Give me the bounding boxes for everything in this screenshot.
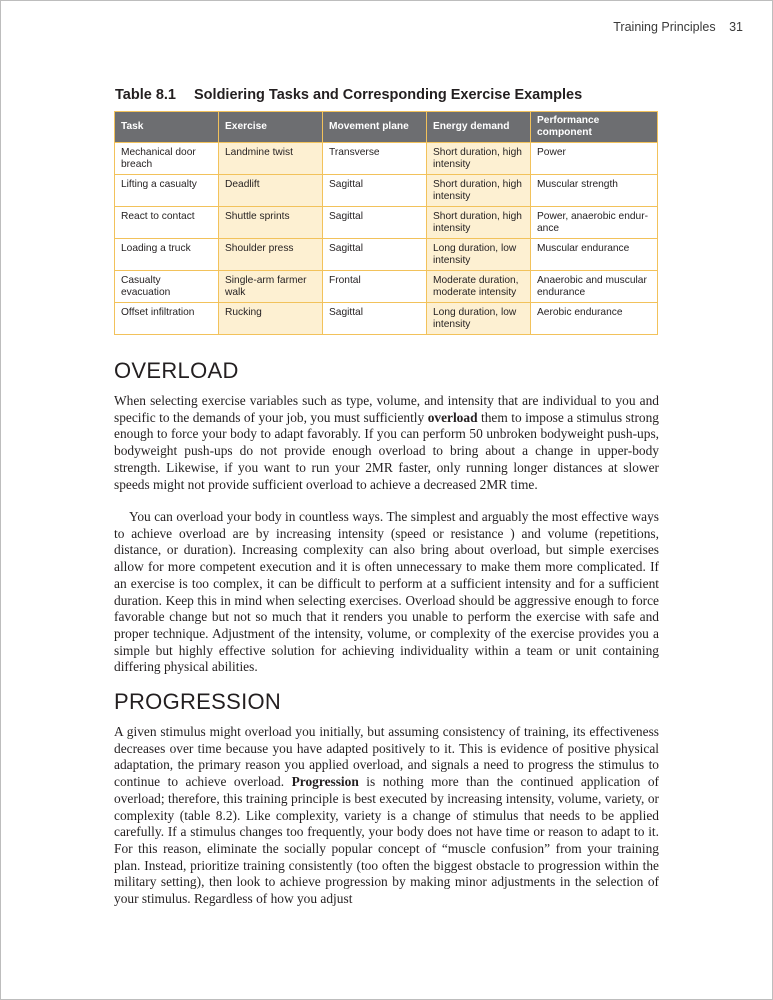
- overload-paragraph-2: You can overload your body in countless ways. The simplest and arguably the most effective ways to achieve overload are by increasing intensity (speed or resistance ) and volume (repetitions, distance, or duration). Increasing complexity can also bring about overload, but simple exercises allow for more competent execution and it is often unnecessary to make them more complicated. If an exercise is too complex, it can be difficult to perform at a sufficient intensity and for a sufficient duration. Keep this in mind when selecting exercises. Overload should be aggressive enough to force favorable change but not so much that it renders you unable to perform the exercise with safe and proper technique. Adjustment of the intensity, volume, or complexity of the exercise provides you a simple but highly effective solution for achieving individuality within a team or unit containing differing physical abilities.: [114, 509, 659, 675]
- cell-performance-component: Aerobic endurance: [531, 303, 658, 335]
- cell-energy-demand: Long duration, low intensity: [427, 303, 531, 335]
- cell-performance-component: Muscular strength: [531, 175, 658, 207]
- table-caption-number: Table 8.1: [115, 87, 176, 103]
- cell-energy-demand: Long duration, low intensity: [427, 239, 531, 271]
- cell-movement-plane: Sagittal: [323, 303, 427, 335]
- overload-term: overload: [427, 409, 478, 425]
- header-task: Task: [115, 112, 219, 143]
- cell-movement-plane: Sagittal: [323, 239, 427, 271]
- exercise-table: [114, 111, 658, 335]
- cell-performance-component: Muscular endurance: [531, 239, 658, 271]
- cell-performance-component: Power: [531, 143, 658, 175]
- cell-exercise: Deadlift: [219, 175, 323, 207]
- cell-performance-component: Power, anaerobic endur-ance: [531, 207, 658, 239]
- table-caption-title: Soldiering Tasks and Corresponding Exercise Examples: [194, 87, 583, 103]
- cell-movement-plane: Transverse: [323, 143, 427, 175]
- table-row: [115, 143, 658, 175]
- cell-movement-plane: Sagittal: [323, 175, 427, 207]
- header-exercise: Exercise: [219, 112, 323, 143]
- cell-task: Lifting a casualty: [115, 175, 219, 207]
- cell-task: React to contact: [115, 207, 219, 239]
- cell-task: Casualty evacuation: [115, 271, 219, 303]
- cell-task: Loading a truck: [115, 239, 219, 271]
- running-head: [613, 20, 743, 34]
- header-performance-component: Performance component: [531, 112, 658, 143]
- cell-exercise: Shuttle sprints: [219, 207, 323, 239]
- cell-exercise: Shoulder press: [219, 239, 323, 271]
- table-row: [115, 239, 658, 271]
- table-row: [115, 271, 658, 303]
- cell-task: Offset infiltration: [115, 303, 219, 335]
- cell-performance-component: Anaerobic and muscular endurance: [531, 271, 658, 303]
- progression-term: Progression: [291, 774, 359, 790]
- overload-p1-text-b: them to impose a stimulus strong enough to force your body to adapt favorably. If you can perform 50 unbroken bodyweight push-ups, bodyweight push-ups do not provide enough overload to bring about a change in upper-body strength. Likewise, if you want to run your 2MR faster, only running longer distances at slower speeds might not provide sufficient overload to achieve a decreased 2MR time.: [114, 409, 659, 492]
- progression-p1-text-a: A given stimulus might overload you initially, but assuming consistency of training, its effectiveness decreases over time because you have adapted positively to it. This is evidence of positive physical adaptation, the primary reason you applied overload, and signals a need to progress the stimulus to continue to achieve overload.: [114, 724, 659, 790]
- overload-p1-text-a: When selecting exercise variables such as type, volume, and intensity that are individual to you and specific to the demands of your job, you must sufficiently: [114, 393, 659, 425]
- page-number: 31: [729, 20, 743, 34]
- cell-movement-plane: Sagittal: [323, 207, 427, 239]
- cell-exercise: Single-arm farmer walk: [219, 271, 323, 303]
- cell-task: Mechanical door breach: [115, 143, 219, 175]
- cell-energy-demand: Short duration, high intensity: [427, 207, 531, 239]
- running-head-title: Training Principles: [613, 20, 716, 34]
- overload-heading: OVERLOAD: [114, 358, 239, 383]
- table-caption: [115, 87, 582, 103]
- cell-exercise: Rucking: [219, 303, 323, 335]
- progression-heading: PROGRESSION: [114, 689, 282, 714]
- cell-energy-demand: Short duration, high intensity: [427, 175, 531, 207]
- header-movement-plane: Movement plane: [323, 112, 427, 143]
- cell-exercise: Landmine twist: [219, 143, 323, 175]
- table-header-row: [115, 112, 658, 143]
- overload-paragraph-1: [114, 393, 659, 493]
- cell-movement-plane: Frontal: [323, 271, 427, 303]
- progression-p1-text-b: is nothing more than the continued application of overload; therefore, this training principle is best executed by increasing intensity, volume, variety, or complexity (table 8.2). Like complexity, variety is a change of stimulus that needs to be applied carefully. If a stimulus changes too frequently, your body does not have time or reason to adapt to it. For this reason, eliminate the socially popular concept of “muscle confusion” from your training plan. Instead, prioritize training consistently (too often the biggest obstacle to progression within the military setting), then look to achieve progression by making minor adjustments in the selection of your stimulus. Regardless of how you adjust: [114, 774, 659, 907]
- header-energy-demand: Energy demand: [427, 112, 531, 143]
- progression-paragraph-1: [114, 724, 659, 908]
- table-row: [115, 303, 658, 335]
- cell-energy-demand: Moderate duration, moderate intensity: [427, 271, 531, 303]
- table-row: [115, 175, 658, 207]
- table-row: [115, 207, 658, 239]
- cell-energy-demand: Short duration, high intensity: [427, 143, 531, 175]
